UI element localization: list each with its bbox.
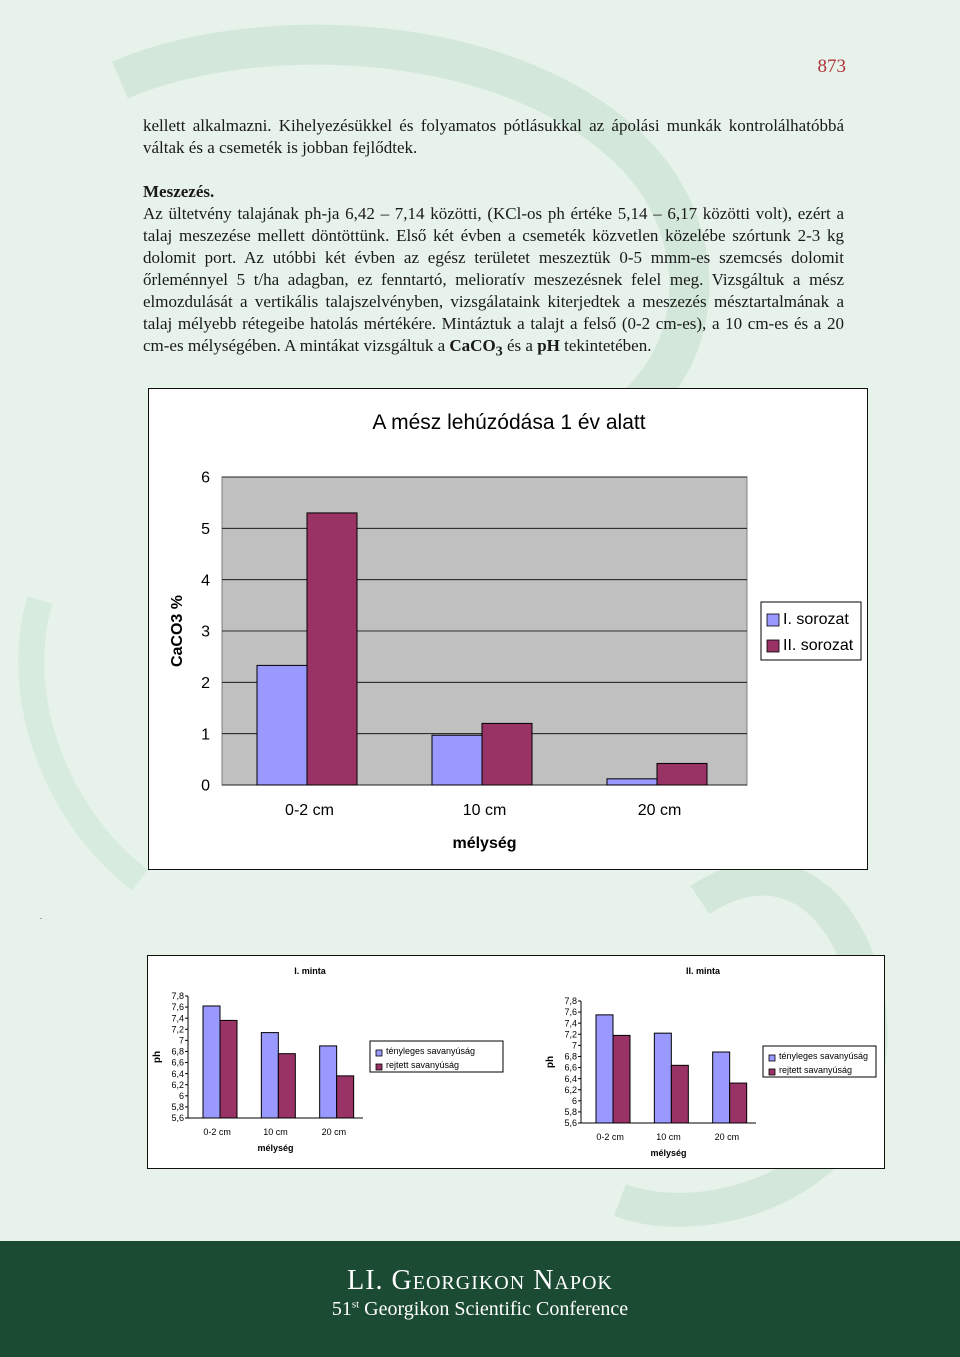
footer-title: LI. Georgikon Napok <box>347 1265 613 1296</box>
y-tick-label: 7 <box>178 1035 184 1046</box>
bar-2-3 <box>657 763 707 785</box>
footer-subtitle-rest: Georgikon Scientific Conference <box>359 1298 629 1320</box>
page-number: 873 <box>817 56 846 77</box>
legend-swatch-1 <box>769 1055 775 1061</box>
footer-subtitle <box>0 1298 960 1321</box>
bar-2-1 <box>613 1035 630 1123</box>
legend-label-1: tényleges savanyúság <box>779 1051 869 1061</box>
caco3-term <box>449 336 503 360</box>
y-tick-label: 7,4 <box>171 1013 184 1024</box>
y-tick-label: 6,4 <box>564 1073 577 1084</box>
x-tick-label: 10 cm <box>462 802 507 819</box>
chart-title: II. minta <box>685 966 721 976</box>
chart-ph-sample-1-svg <box>148 956 884 1168</box>
legend-label-2: rejtett savanyúság <box>779 1065 853 1075</box>
y-tick-label: 1 <box>201 726 210 744</box>
x-tick-label: 10 cm <box>263 1127 288 1137</box>
y-tick-label: 3 <box>201 623 210 641</box>
y-tick-label: 7,6 <box>171 1002 184 1013</box>
caco3-text: CaCO <box>449 336 496 355</box>
y-tick-label: 7 <box>571 1040 577 1051</box>
y-axis-label: ph <box>545 1055 556 1069</box>
chart-caco3 <box>148 388 868 870</box>
legend-swatch-2 <box>767 640 779 652</box>
paragraph-liming-end: tekintetében. <box>559 336 652 355</box>
y-tick-label: 5,8 <box>171 1102 184 1113</box>
y-tick-label: 6 <box>201 469 210 487</box>
chart-caco3-svg <box>149 389 867 869</box>
bar-2-3 <box>730 1083 747 1123</box>
x-axis-label: mélység <box>650 1148 687 1158</box>
paragraph-liming <box>143 203 844 362</box>
y-tick-label: 5 <box>201 520 210 538</box>
x-tick-label: 10 cm <box>656 1132 681 1142</box>
bar-2-1 <box>220 1020 237 1118</box>
x-tick-label: 0-2 cm <box>596 1132 624 1142</box>
stray-dot: . <box>40 912 42 921</box>
y-tick-label: 5,8 <box>564 1107 577 1118</box>
paragraph-liming-mid: és a <box>502 336 538 355</box>
y-tick-label: 6,8 <box>564 1051 577 1062</box>
bar-1-3 <box>607 779 657 785</box>
y-tick-label: 2 <box>201 674 210 692</box>
bar-1-2 <box>654 1033 671 1123</box>
y-axis-label: ph <box>152 1050 163 1064</box>
y-tick-label: 6,2 <box>564 1084 577 1095</box>
x-axis-label: mélység <box>257 1143 294 1153</box>
legend-label-1: I. sorozat <box>783 611 849 628</box>
bar-2-2 <box>482 723 532 785</box>
legend-swatch-1 <box>767 614 779 626</box>
bar-2-3 <box>337 1076 354 1118</box>
y-tick-label: 7,6 <box>564 1007 577 1018</box>
legend-label-2: II. sorozat <box>783 637 854 654</box>
x-tick-label: 20 cm <box>714 1132 740 1142</box>
y-tick-label: 7,2 <box>564 1029 577 1040</box>
x-tick-label: 20 cm <box>637 802 682 819</box>
y-tick-label: 7,4 <box>564 1018 577 1029</box>
bar-2-2 <box>671 1065 688 1123</box>
chart-title: I. minta <box>294 966 326 976</box>
bar-2-1 <box>307 513 357 785</box>
footer-subtitle-sup: st <box>351 1298 360 1311</box>
y-tick-label: 6,4 <box>171 1068 184 1079</box>
bar-1-3 <box>713 1052 730 1123</box>
y-tick-label: 6,8 <box>171 1046 184 1057</box>
legend-label-1: tényleges savanyúság <box>386 1046 476 1056</box>
bar-1-2 <box>261 1033 278 1118</box>
y-axis-label: CaCO3 % <box>169 594 186 668</box>
caco3-subscript: 3 <box>495 343 503 360</box>
y-tick-label: 4 <box>201 572 210 590</box>
y-tick-label: 5,6 <box>564 1118 577 1129</box>
heading-text: Meszezés. <box>143 182 215 201</box>
y-tick-label: 7,8 <box>171 991 184 1002</box>
footer-subtitle-num: 51 <box>331 1298 352 1320</box>
bar-1-1 <box>203 1006 220 1118</box>
bar-1-3 <box>320 1046 337 1118</box>
legend-label-2: rejtett savanyúság <box>386 1060 460 1070</box>
legend-swatch-2 <box>769 1069 775 1075</box>
bar-2-2 <box>278 1054 295 1118</box>
x-axis-label: mélység <box>452 835 517 852</box>
y-tick-label: 6,2 <box>171 1079 184 1090</box>
y-tick-label: 7,8 <box>564 996 577 1007</box>
legend-swatch-2 <box>376 1064 382 1070</box>
x-tick-label: 0-2 cm <box>203 1127 231 1137</box>
ph-term: pH <box>537 336 560 355</box>
chart-title: A mész lehúzódása 1 év alatt <box>372 411 646 434</box>
y-tick-label: 6 <box>571 1095 577 1106</box>
y-tick-label: 7,2 <box>171 1024 184 1035</box>
legend-swatch-1 <box>376 1050 382 1056</box>
paragraph-liming-text: Az ültetvény talajának ph-ja 6,42 – 7,14 közötti, (KCl-os ph értéke 5,14 – 6,17 közötti volt), ezért a talaj meszezése mellett döntöttünk. Első két évben a csemeték közvetlen közelébe szórtunk 2-3 kg dolomit port. Az utóbbi két évben az egész területet meszeztük 0-5 mmm-es szemcsés dolomit őrleménnyel 5 t/ha adagban, ez fenntartó, melioratív meszezésnek felel meg. Vizsgáltuk a mész elmozdulását a vertikális talajszelvényben, vizsgálataink kiterjedtek a meszezés mésztartalmának a talaj mélyebb rétegeibe hatolás mértékére. Mintáztuk a talajt a felső (0-2 cm-es), a 10 cm-es és a 20 cm-es mélységében. A mintákat vizsgáltuk a <box>143 204 844 355</box>
x-tick-label: 0-2 cm <box>285 802 334 819</box>
bar-1-1 <box>596 1015 613 1123</box>
chart-ph-sample-2 <box>545 966 876 1158</box>
y-tick-label: 0 <box>201 777 210 795</box>
bar-1-2 <box>432 735 482 785</box>
paragraph-intro: kellett alkalmazni. Kihelyezésükkel és folyamatos pótlásukkal az ápolási munkák kontrolálhatóbbá váltak és a csemeték is jobban fejlődtek. <box>143 116 844 157</box>
y-tick-label: 6,6 <box>171 1057 184 1068</box>
x-tick-label: 20 cm <box>321 1127 347 1137</box>
y-tick-label: 6 <box>178 1090 184 1101</box>
bar-1-1 <box>257 665 307 785</box>
section-heading <box>143 181 844 203</box>
body-text <box>143 115 844 362</box>
y-tick-label: 5,6 <box>171 1113 184 1124</box>
chart-ph-sample-1 <box>147 955 885 1169</box>
y-tick-label: 6,6 <box>564 1062 577 1073</box>
